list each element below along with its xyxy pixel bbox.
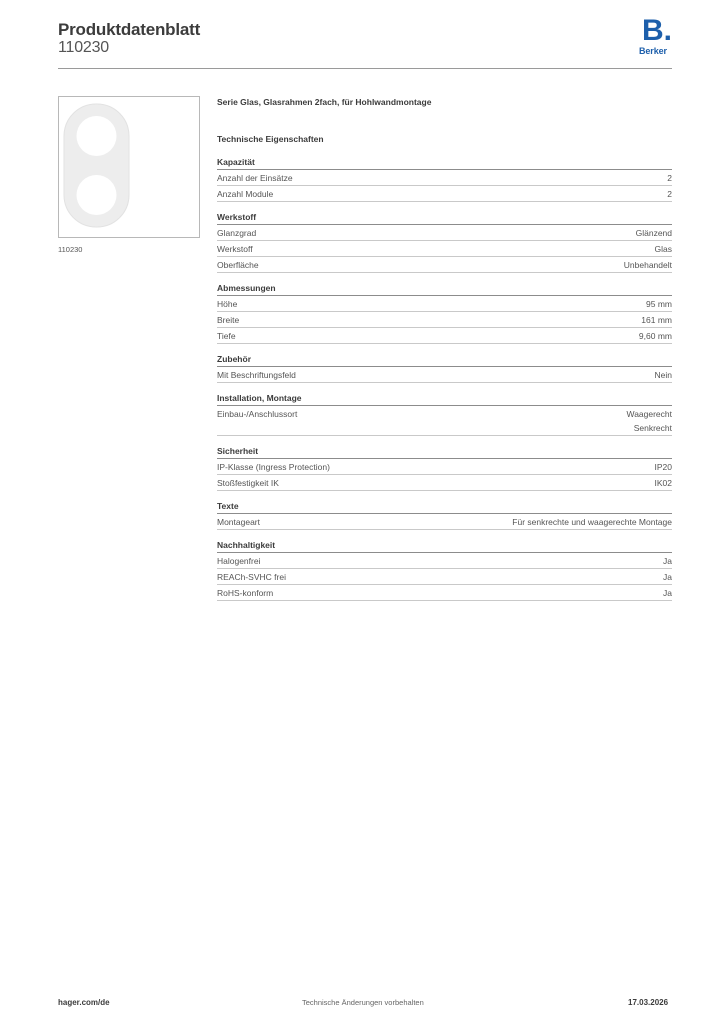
section-heading: Texte xyxy=(217,500,672,514)
logo-wordmark: Berker xyxy=(639,46,667,56)
property-value: 2 xyxy=(667,173,672,183)
property-row xyxy=(217,241,672,257)
footer-note: Technische Änderungen vorbehalten xyxy=(302,998,424,1007)
property-sections xyxy=(217,156,672,601)
section-heading: Installation, Montage xyxy=(217,392,672,406)
property-row xyxy=(217,553,672,569)
property-label: Werkstoff xyxy=(217,244,253,254)
property-value: Unbehandelt xyxy=(623,260,672,270)
property-value: Glänzend xyxy=(635,228,672,238)
property-value: Ja xyxy=(663,572,672,582)
property-label: Mit Beschriftungsfeld xyxy=(217,370,296,380)
section-heading: Zubehör xyxy=(217,353,672,367)
property-label: Glanzgrad xyxy=(217,228,257,238)
logo-mark: B. xyxy=(642,14,672,47)
property-value: Für senkrechte und waagerechte Montage xyxy=(512,517,672,527)
section-heading: Werkstoff xyxy=(217,211,672,225)
property-value: IP20 xyxy=(654,462,672,472)
property-row xyxy=(217,585,672,601)
berker-logo xyxy=(638,16,674,56)
property-section xyxy=(217,500,672,530)
product-image-caption: 110230 xyxy=(58,245,83,254)
property-label: Anzahl der Einsätze xyxy=(217,173,293,183)
product-content xyxy=(217,95,672,601)
property-section xyxy=(217,539,672,601)
property-value: Nein xyxy=(654,370,672,380)
property-label: Breite xyxy=(217,315,240,325)
footer-website: hager.com/de xyxy=(58,998,110,1007)
property-row xyxy=(217,328,672,344)
property-row xyxy=(217,514,672,530)
property-value: 95 mm xyxy=(646,299,672,309)
property-label: Höhe xyxy=(217,299,238,309)
property-row xyxy=(217,475,672,491)
section-heading: Nachhaltigkeit xyxy=(217,539,672,553)
property-value: Glas xyxy=(654,244,672,254)
property-row xyxy=(217,367,672,383)
property-label: RoHS-konform xyxy=(217,588,274,598)
property-value: 9,60 mm xyxy=(638,331,672,341)
property-section xyxy=(217,445,672,491)
property-value: Ja xyxy=(663,588,672,598)
property-value: Ja xyxy=(663,556,672,566)
page-title: Produktdatenblatt xyxy=(58,20,201,39)
header-divider xyxy=(58,68,672,69)
property-label: Stoßfestigkeit IK xyxy=(217,478,279,488)
property-label: Oberfläche xyxy=(217,260,259,270)
property-section xyxy=(217,353,672,383)
property-label: Anzahl Module xyxy=(217,189,274,199)
section-heading: Sicherheit xyxy=(217,445,672,459)
series-title: Serie Glas, Glasrahmen 2fach, für Hohlwandmontage xyxy=(217,97,432,107)
property-row xyxy=(217,312,672,328)
property-row xyxy=(217,170,672,186)
technical-properties-title: Technische Eigenschaften xyxy=(217,134,324,144)
property-label: Tiefe xyxy=(217,331,236,341)
footer-date: 17.03.2026 xyxy=(628,998,669,1007)
property-label: Halogenfrei xyxy=(217,556,261,566)
property-row xyxy=(217,569,672,585)
product-image xyxy=(58,96,200,238)
property-value: 2 xyxy=(667,189,672,199)
property-section xyxy=(217,211,672,273)
property-section xyxy=(217,282,672,344)
property-label: Einbau-/Anschlussort xyxy=(217,409,298,419)
property-label: REACh-SVHC frei xyxy=(217,572,286,582)
section-heading: Abmessungen xyxy=(217,282,672,296)
property-label: IP-Klasse (Ingress Protection) xyxy=(217,462,330,472)
double-frame-icon xyxy=(59,97,199,237)
property-row xyxy=(217,459,672,475)
property-label: Montageart xyxy=(217,517,260,527)
product-number: 110230 xyxy=(58,39,110,56)
property-section xyxy=(217,392,672,436)
property-row xyxy=(217,257,672,273)
property-row xyxy=(217,225,672,241)
property-row xyxy=(217,186,672,202)
property-value: 161 mm xyxy=(641,315,672,325)
property-row xyxy=(217,296,672,312)
property-value: IK02 xyxy=(654,478,672,488)
property-value: Waagerecht Senkrecht xyxy=(626,409,672,433)
property-row xyxy=(217,406,672,436)
section-heading: Kapazität xyxy=(217,156,672,170)
property-section xyxy=(217,156,672,202)
